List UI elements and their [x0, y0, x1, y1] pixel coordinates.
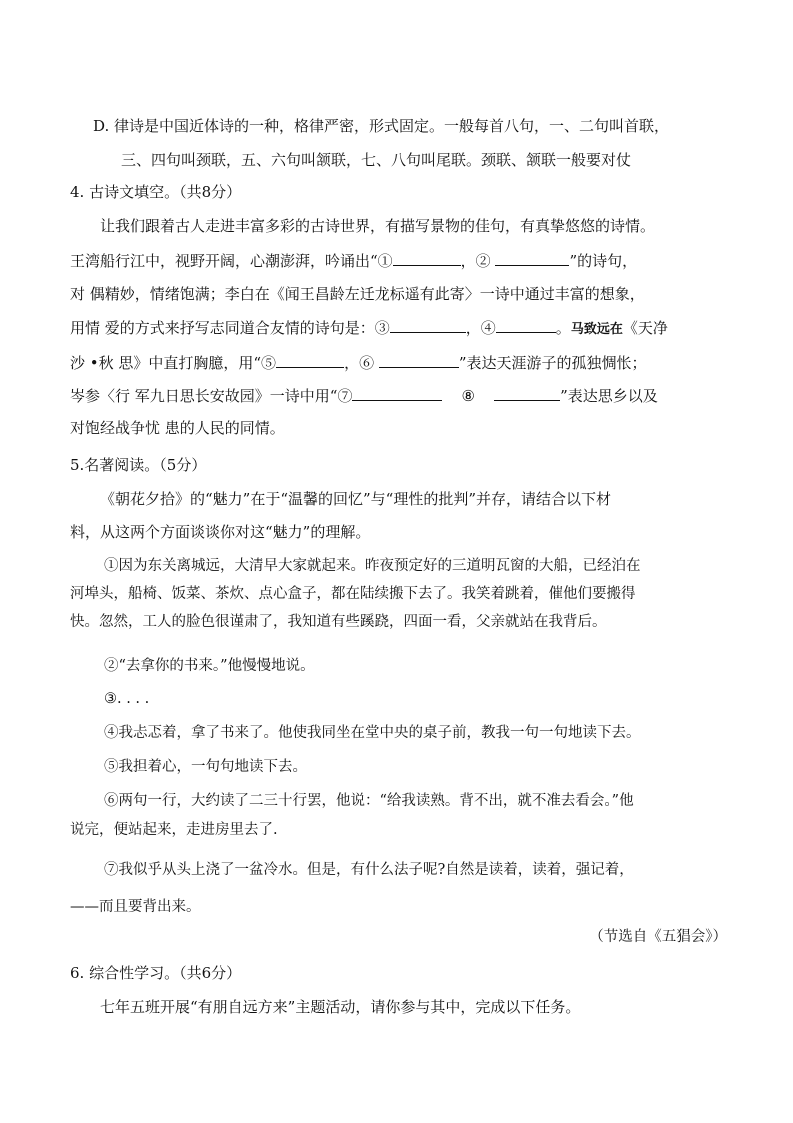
text-segment: ⑧	[461, 387, 475, 405]
question-5-title: 5.名著阅读。（5分）	[70, 456, 207, 474]
text-segment: 用情 爱的方式来抒写志同道合友情的诗句是：③	[70, 319, 390, 337]
option-d-line-2: 三、四句叫颈联，五、六句叫颔联，七、八句叫尾联。颈联、颔联一般要对仗	[121, 151, 632, 169]
material-7-line-2: ——而且要背出来。	[70, 899, 201, 915]
material-5: ⑤我担着心，一句句地读下去。	[104, 759, 307, 775]
question-4-line-7: 对饱经战争忧 患的人民的同情。	[70, 419, 285, 437]
question-6-title: 6. 综合性学习。（共6分）	[70, 964, 242, 982]
text-segment: ，②	[460, 252, 491, 270]
question-4-line-6	[70, 385, 658, 406]
question-6-paragraph: 七年五班开展“有朋自远方来”主题活动，请你参与其中，完成以下任务。	[100, 998, 581, 1016]
blank-2[interactable]	[495, 250, 569, 266]
blank-7[interactable]	[352, 385, 442, 401]
question-4-paragraph: 让我们跟着古人走进丰富多彩的古诗世界，有描写景物的佳句，有真挚悠悠的诗情。	[100, 217, 656, 235]
question-4-line-3: 对 偶精妙，情绪饱满；李白在《闻王昌龄左迁龙标遥有此寄〉一诗中通过丰富的想象，	[70, 285, 645, 303]
option-d-line-1: D. 律诗是中国近体诗的一种，格律严密，形式固定。一般每首八句，一、二句叫首联，	[93, 117, 670, 135]
material-6-line-2: 说完，便站起来，走进房里去了.	[70, 822, 278, 838]
text-segment: 王湾船行江中，视野开阔，心潮澎湃，吟诵出“①	[70, 252, 393, 270]
question-4-line-4	[70, 317, 668, 340]
blank-4[interactable]	[496, 317, 556, 333]
text-segment: ”表达天涯游子的孤独惆怅；	[458, 354, 647, 372]
material-1-line-2: 河埠头，船椅、饭菜、茶炊、点心盒子，都在陆续搬下去了。我笑着跳着，催他们要搬得	[70, 586, 636, 602]
blank-1[interactable]	[393, 250, 461, 266]
material-6-line-1: ⑥两句一行，大约读了二三十行罢，他说：“给我读熟。背不出，就不准去看会。”他	[104, 793, 634, 809]
text-segment: 沙 •秋 思》中直打胸臆，用“⑤	[70, 354, 277, 372]
question-4-title: 4. 古诗文填空。（共8分）	[70, 183, 242, 201]
blank-5[interactable]	[276, 352, 344, 368]
material-1-line-3: 快。忽然，工人的脸色很谨肃了，我知道有些蹊跷，四面一看，父亲就站在我背后。	[70, 614, 607, 630]
question-5-paragraph: 《朝花夕拾》的“魅力”在于“温馨的回忆”与“理性的批判”并存，请结合以下材	[100, 490, 612, 508]
material-3: ③. . . .	[104, 691, 150, 707]
material-7-line-1: ⑦我似乎从头上浇了一盆冷水。但是，有什么法子呢?自然是读着，读着，强记着，	[104, 862, 634, 878]
text-segment: 马致远在	[570, 322, 623, 337]
material-2: ②“去拿你的书来。”他慢慢地说。	[104, 658, 315, 674]
material-1-line-1: ①因为东关离城远，大清早大家就起来。昨夜预定好的三道明瓦窗的大船，已经泊在	[104, 558, 641, 574]
question-5-line-2: 料，从这两个方面谈谈你对这“魅力”的理解。	[70, 523, 371, 541]
text-segment: ”表达思乡以及	[560, 387, 658, 405]
blank-3[interactable]	[390, 317, 466, 333]
text-segment: ，⑥	[344, 354, 375, 372]
material-4: ④我忐忑着，拿了书来了。他使我同坐在堂中央的桌子前，教我一句一句地读下去。	[104, 725, 641, 741]
text-segment: 。	[555, 319, 571, 337]
text-segment: ”的诗句，	[569, 252, 638, 270]
question-4-line-5	[70, 352, 647, 373]
text-segment: 岑参〈行 军九日思长安故园》一诗中用“⑦	[70, 387, 353, 405]
source-citation: （节选自《五猖会》）	[589, 929, 727, 945]
text-segment: 《天净	[622, 319, 668, 337]
blank-6[interactable]	[379, 352, 459, 368]
text-segment: ，④	[465, 319, 496, 337]
question-4-line-2	[70, 250, 637, 271]
blank-8[interactable]	[494, 385, 560, 401]
